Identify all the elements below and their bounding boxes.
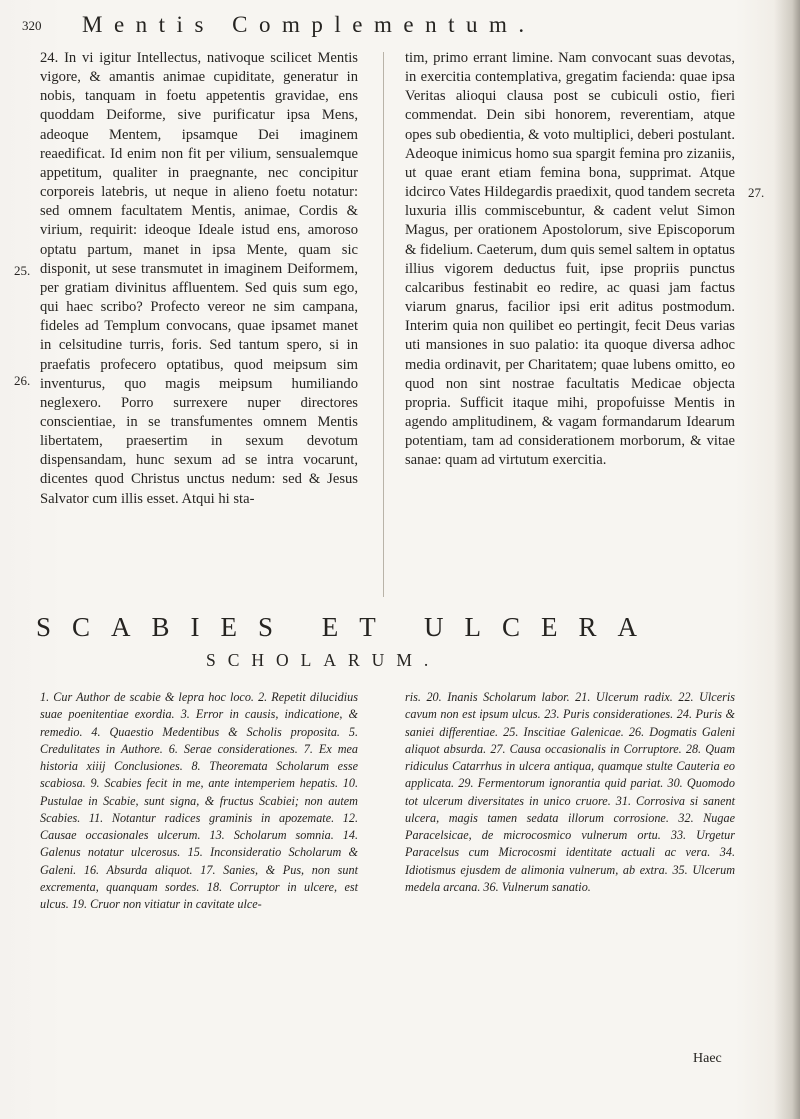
running-head — [22, 12, 742, 42]
right-column — [405, 49, 735, 470]
running-title: Mentis Complementum. — [82, 12, 536, 37]
right-column-text: tim, primo errant limine. Nam convocant suas devotas, in exercitia contemplativa, gregatim facienda: quae ipsa Veritas alioqui clausa post se cubiculi ostio, fieri commendat. Dein sibi honorem, reverentiam, atque opes sub obedientia, & voto multiplici, deberi postulant. Adeoque inimicus homo sua spargit femina pro zizaniis, ut quae erant etiam femina bona, supprimat. Atque idcirco Vates Hildegardis praedixit, quod tandem secreta luxuria illis commiscebuntur, & cadent velut Simon Magus, per orationem Apostolorum, sive Episcoporum & fidelium. Caeterum, dum quis semel saltem in optatus illius vigorem deductus fuit, ipse propriis punctus calcaribus festinabit eo redire, ac quasi jam factus viarum gnarus, facilior ipsi erit aditus postmodum. Interim quia non quilibet eo pertingit, fecit Deus varias uti mansiones in suo palatio: ita quoque diversa adhoc media ordinavit, per Charitatem; quae lubens omitto, eo quod non sint nostrae facultatis Medicae objecta propria. Sufficit itaque mihi, propofuisse Mentis in agendo amplitudinem, & vagam formandarum Idearum potentiam, tam ad considerationem morborum, & vitae sanae: quam ad virtutum exercitia. — [405, 50, 736, 469]
summary-notes-left-text: 1. Cur Author de scabie & lepra hoc loco. 2. Repetit dilucidius suae poenitentiae exordia. 3. Error in causis, indicatione, & remedio. 4. Quaestio Medentibus & Scholis proposita. 5. Credulitates in Authore. 6. Serae considerationes. 7. Ex mea historia xiiij Conclusiones. 8. Theoremata Scholarum esse scabiosa. 9. Scabies fecit in me, ante intemperiem hepatis. 10. Pustulae in Scabie, sunt signa, & fructus Scabiei; non autem Scabies. 11. Notantur radices graminis in apozemate. 12. Causae occasionales ulcerum. 13. Scholarum somnia. 14. Galenus notatur ulcerosus. 15. Inconsideratio Scholarum & Galeni. 16. Absurda aliquot. 17. Sanies, & Pus, non sunt excrementa, quanquam sordes. 18. Corruptor in ulcere, est ulcus. 19. Cruor non vitiatur in cavitate ulce- — [40, 690, 358, 911]
summary-notes-left — [40, 689, 358, 913]
margin-number-27: 27. — [748, 185, 765, 200]
section-subheading: SCHOLARUM. — [206, 650, 441, 670]
left-column — [40, 49, 358, 509]
column-divider — [383, 52, 384, 597]
left-column-text: 24. In vi igitur Intellectus, nativoque scilicet Mentis vigore, & amantis animae cupiditate, generatur in nobis, tanquam in foetu appetentis gravidae, ens quoddam Deiforme, sive purificatur ipsa Mens, adeoque Mentem, ipsamque Dei imaginem reaedificat. Id enim non fit per vilium, sensualemque appetitum, qualiter in praegnante, nec concipitur corporeis latebris, ut neque in alieno foetu notatur: sed omnem facultatem Mentis, animae, Cordis & virium, requirit: ideoque Ideale istud ens, amoroso optatu partum, manet in ipsa Mente, quam sic disponit, ut sese transmutet in imaginem Deiformem, per gratiam divinitus affluentem. Sed quis sum ego, qui haec scribo? Profecto vereor ne sim campana, fideles ad Templum convocans, quae ipsamet manet in celsitudine turris, foris. Sed tantum spero, si in praefatis profecero optatibus, quod meipsum sim inventurus, quo magis meipsum humiliando neglexero. Porro surrexere nuper directores conscientiae, in se transfumentes omnem Mentis libertatem, praesertim in sexum devotum dispensandam, hunc sexum ad se intra vocarunt, dicentes quod Christus unctus nedum: sed & Jesus Salvator cum illis esset. Atqui hi sta- — [40, 50, 358, 507]
summary-notes-right-text: ris. 20. Inanis Scholarum labor. 21. Ulcerum radix. 22. Ulceris cavum non est ipsum ulcus. 23. Puris considerationes. 24. Puris & saniei differentiae. 25. Inscitiae Galenicae. 26. Dogmatis Galeni aliquot absurda. 27. Causa occasionalis in Corruptore. 28. Quam ridiculus Catarrhus in ulcera antiqua, quamque stulte Cauteria eo applicata. 29. Fermentorum ignorantia quid pariat. 30. Quomodo tot ulcerum diversitates in unico cruore. 31. Corrosiva si sanent ulcera, magis tamen sedata illorum corrosione. 32. Nugae Paracelsicae, de microcosmico vulnerum ortu. 33. Urgetur Paracelsus cum Microcosmi identitate actuali ac vera. 34. Idiotismus ejusdem de alimonia vulnerum, ab extra. 35. Ulcerum medela arcana. 36. Vulnerum sanatio. — [405, 690, 735, 894]
catchword: Haec — [693, 1051, 722, 1066]
margin-number-26: 26. — [14, 373, 31, 388]
binding-shadow — [774, 0, 800, 1119]
margin-number-25: 25. — [14, 263, 31, 278]
summary-notes-right — [405, 689, 735, 896]
page-number: 320 — [22, 18, 42, 33]
section-heading: SCABIES ET ULCERA — [36, 612, 659, 642]
